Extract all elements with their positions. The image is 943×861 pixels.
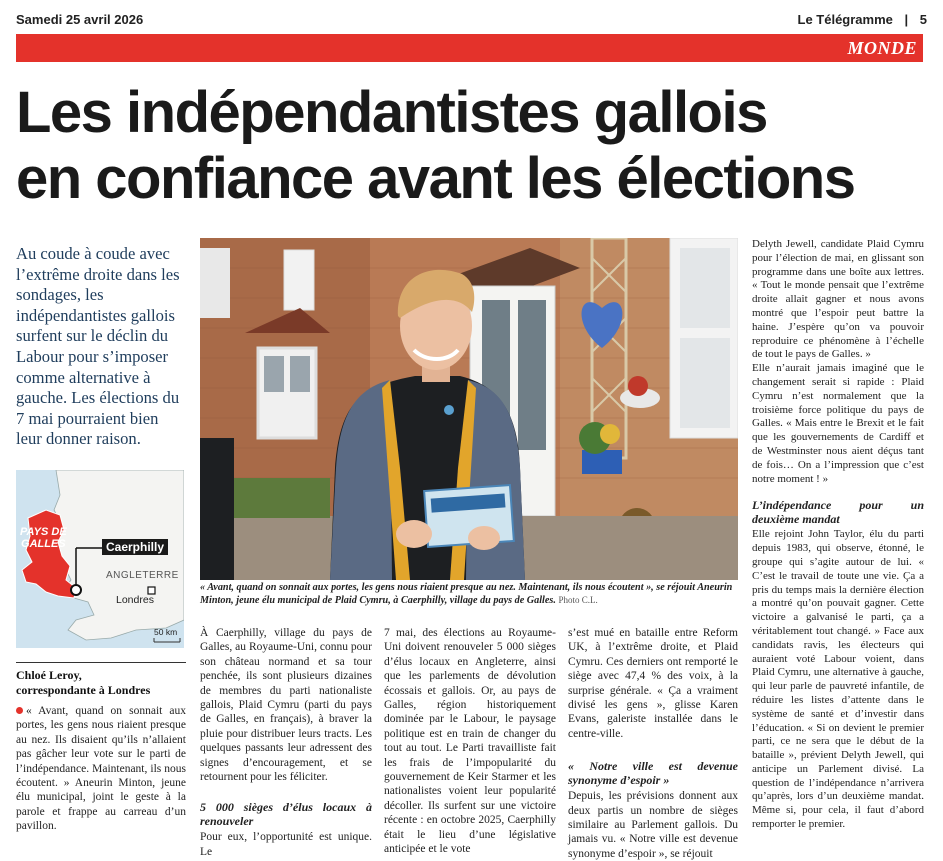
col5-paragraph-3: Elle rejoint John Taylor, élu du parti depuis 1983, qui observe, étonné, le groupe qui s’agite autour de lui. « C’est le travail de toute une vie. Ça a pris du temps mais la dernière élection a montré qu’on pouvait gagner. Cette victoire a galvanisé le parti, ça a véritablement tout changé. » Face aux candidats ravis, les électeurs qui auraient voté Labour voient, dans Plaid Cymru, une alternative à gauche, qui leur parle de pauvreté infantile, de réduire les listes d’attente dans le système de santé et d’investir dans l’éducation. « Si on devient le premier parti, ce ne sera que le début de la bataille », prévient Delyth Jewell, qui anticipe un Parlement divisé. La question de l’indépendance n’arrivera qu’après, lors d’un deuxième mandat. Même si, pour cela, il faut d’abord remporter le premier. [752, 528, 924, 831]
headline-line-2: en confiance avant les élections [16, 146, 855, 211]
separator: | [904, 12, 909, 27]
article-column-1 [16, 704, 186, 834]
col3-paragraph: 7 mai, des élections au Royaume-Uni doivent renouveler 5 000 sièges d’élus locaux en Angleterre, ainsi que les parlements de dévolution écossais et gallois. Or, au pays de Galles, région historiquement dominée par le Labour, le paysage politique est en train de changer du tout au tout. Le Parti travailliste fait les frais de l’impopularité du gouvernement de Keir Starmer et les nationalistes voient leur popularité décoller. Ils surfent sur une victoire récente : en octobre 2025, Caerphilly était le lieu d’une législative anticipée et le vote [384, 627, 556, 856]
headline-line-1: Les indépendantistes gallois [16, 80, 767, 145]
byline [16, 668, 186, 698]
top-line [16, 10, 927, 30]
headline [16, 80, 931, 212]
map-scale-label: 50 km [154, 627, 178, 637]
col5-paragraph-2: Elle n’aurait jamais imaginé que le changement serait si rapide : Plaid Cymru n’est normalement que la troisième force politique du pays de Galles. « Mais entre le Brexit et le fait que les gouvernements de Cardiff et de Westminster nous aient déçus tant de fois… On a l’impression que c’est notre moment ! » [752, 362, 924, 485]
photo-caption [200, 581, 738, 607]
article-column-4 [568, 626, 738, 861]
page-number: 5 [919, 12, 927, 27]
masthead-info [798, 12, 928, 27]
col1-text: « Avant, quand on sonnait aux portes, les gens nous riaient presque au nez. Ils disaient qu’ils n’allaient pas gâcher leur vote sur le parti de l’indépendance. Maintenant, ils nous écoutent. » Aneurin Minton, jeune élu municipal, joint le geste à la parole et frappe au carreau d’un pavillon. [16, 705, 186, 833]
article-column-2 [200, 626, 372, 859]
caption-text: « Avant, quand on sonnait aux portes, les gens nous riaient presque au nez. Maintenant, ils nous écoutent », se réjouit Aneurin Minton, jeune élu municipal de Plaid Cymru, à Caerphilly, village du pays de Galles. [200, 582, 733, 606]
map-city-label: Caerphilly [102, 539, 168, 555]
london-marker-icon [148, 587, 155, 594]
col4-paragraph-1: s’est mué en bataille entre Reform UK, à l’extrême droite, et Plaid Cymru. Ces derniers ont remporté le siège avec 47,4 % des voix, à la surprise générale. « Ça a vraiment divisé les gens », glisse Karen Evans, galeriste installée dans le centre-ville. [568, 627, 738, 740]
col4-paragraph-2: Depuis, les prévisions donnent aux deux partis un nombre de sièges similaire au Parlement gallois. Du jamais vu. « Notre ville est devenue synonyme d’espoir », se réjouit [568, 790, 738, 860]
article-column-3 [384, 626, 556, 857]
photo-young-man-icon [200, 238, 738, 580]
col5-paragraph-1: Delyth Jewell, candidate Plaid Cymru pour l’élection de mai, en glissant son programme dans une boîte aux lettres. « Tout le monde pensait que l’extrême droite allait gagner et nous avons montré que l’espoir peut battre la haine. J’espère qu’on va pouvoir reproduire ce phénomène à l’échelle de tout le pays de Galles. » [752, 238, 924, 361]
map [16, 470, 184, 648]
chapo: Au coude à coude avec l’extrême droite dans les sondages, les indépendantistes gallois surfent sur le déclin du Labour pour s’imposer comme alternative à gauche. Les élections du 7 mai pourraient bien leur donner raison. [16, 244, 180, 449]
map-country-label: ANGLETERRE [106, 570, 179, 581]
map-region-label: PAYS DE GALLES [20, 526, 67, 550]
col5-subheading: L’indépendance pour un deuxième mandat [752, 498, 924, 527]
photo-credit: Photo C.L. [558, 595, 598, 605]
col4-subheading: « Notre ville est devenue synonyme d’espoir » [568, 759, 738, 788]
article-photo [200, 238, 738, 580]
author-name: Chloé Leroy, [16, 668, 82, 682]
issue-date: Samedi 25 avril 2026 [16, 12, 144, 27]
bullet-dot-icon [16, 707, 23, 714]
article-column-5 [752, 238, 924, 832]
newspaper-name: Le Télégramme [797, 12, 893, 27]
col2-subheading: 5 000 sièges d’élus locaux à renouveler [200, 800, 372, 829]
author-role: correspondante à Londres [16, 683, 151, 697]
author-rule [16, 662, 186, 663]
col2-paragraph-1: À Caerphilly, village du pays de Galles, au Royaume-Uni, connu pour son château normand et sa tour penchée, ils sont plusieurs dizaines de membres du parti nationaliste gallois, Plaid Cymru (parti du pays de Galles, en français), à braver la pluie pour distribuer leurs tracts. Les quelques passants leur adressent des signes d’encouragement, et se retournent pour les féliciter. [200, 627, 372, 784]
col2-paragraph-2: Pour eux, l’opportunité est unique. Le [200, 831, 372, 858]
section-label: MONDE [847, 38, 917, 58]
section-bar [16, 34, 923, 62]
map-capital-label: Londres [116, 594, 154, 606]
caerphilly-marker-icon [71, 585, 81, 595]
map-graphic [16, 470, 184, 648]
